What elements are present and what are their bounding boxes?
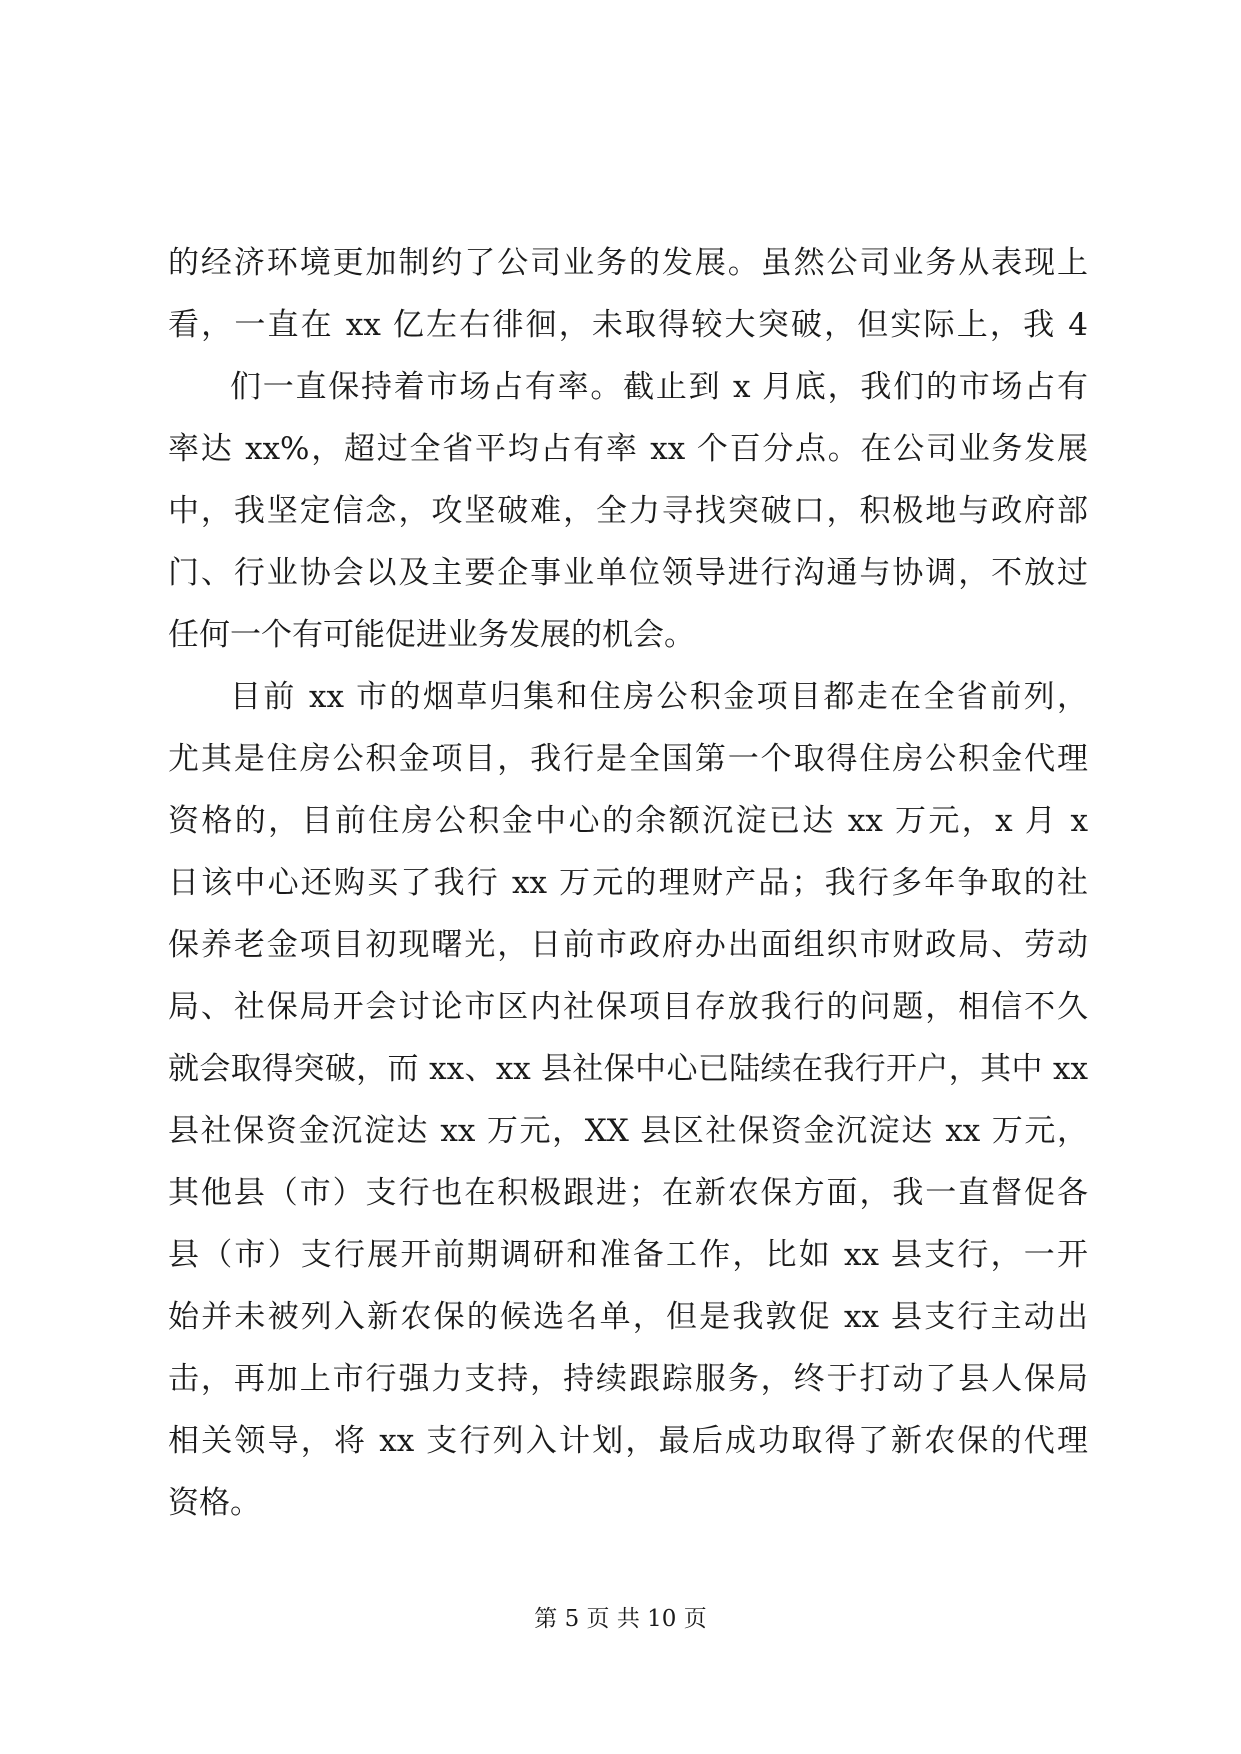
text-line: 中，我坚定信念，攻坚破难，全力寻找突破口，积极地与政府部 — [168, 493, 1088, 529]
text-line: 县社保资金沉淀达 xx 万元，XX 县区社保资金沉淀达 xx 万元， — [168, 1113, 1088, 1149]
text-line: 资格。 — [168, 1485, 261, 1521]
text-line: 就会取得突破，而 xx、xx 县社保中心已陆续在我行开户，其中 xx — [168, 1051, 1088, 1087]
text-line: 的经济环境更加制约了公司业务的发展。虽然公司业务从表现上 — [168, 245, 1088, 281]
text-line: 率达 xx%，超过全省平均占有率 xx 个百分点。在公司业务发展 — [168, 431, 1088, 467]
text-line: 日该中心还购买了我行 xx 万元的理财产品；我行多年争取的社 — [168, 865, 1088, 901]
text-line: 击，再加上市行强力支持，持续跟踪服务，终于打动了县人保局 — [168, 1361, 1088, 1397]
text-line: 局、社保局开会讨论市区内社保项目存放我行的问题，相信不久 — [168, 989, 1088, 1025]
body-text — [168, 232, 1088, 1534]
text-line: 保养老金项目初现曙光，日前市政府办出面组织市财政局、劳动 — [168, 927, 1088, 963]
text-line: 门、行业协会以及主要企事业单位领导进行沟通与协调，不放过 — [168, 555, 1088, 591]
text-line: 目前 xx 市的烟草归集和住房公积金项目都走在全省前列， — [230, 679, 1088, 715]
text-line: 县（市）支行展开前期调研和准备工作，比如 xx 县支行，一开 — [168, 1237, 1088, 1273]
page-number-footer: 第 5 页 共 10 页 — [534, 1606, 707, 1632]
text-line: 们一直保持着市场占有率。截止到 x 月底，我们的市场占有 — [230, 369, 1088, 405]
text-line: 相关领导，将 xx 支行列入计划，最后成功取得了新农保的代理 — [168, 1423, 1088, 1459]
text-line: 始并未被列入新农保的候选名单，但是我敦促 xx 县支行主动出 — [168, 1299, 1088, 1335]
text-line: 尤其是住房公积金项目，我行是全国第一个取得住房公积金代理 — [168, 741, 1088, 777]
text-line: 其他县（市）支行也在积极跟进；在新农保方面，我一直督促各 — [168, 1175, 1088, 1211]
text-line: 资格的，目前住房公积金中心的余额沉淀已达 xx 万元，x 月 x — [168, 803, 1088, 839]
text-line: 看，一直在 xx 亿左右徘徊，未取得较大突破，但实际上，我 4 — [168, 307, 1088, 343]
text-line: 任何一个有可能促进业务发展的机会。 — [168, 617, 695, 653]
